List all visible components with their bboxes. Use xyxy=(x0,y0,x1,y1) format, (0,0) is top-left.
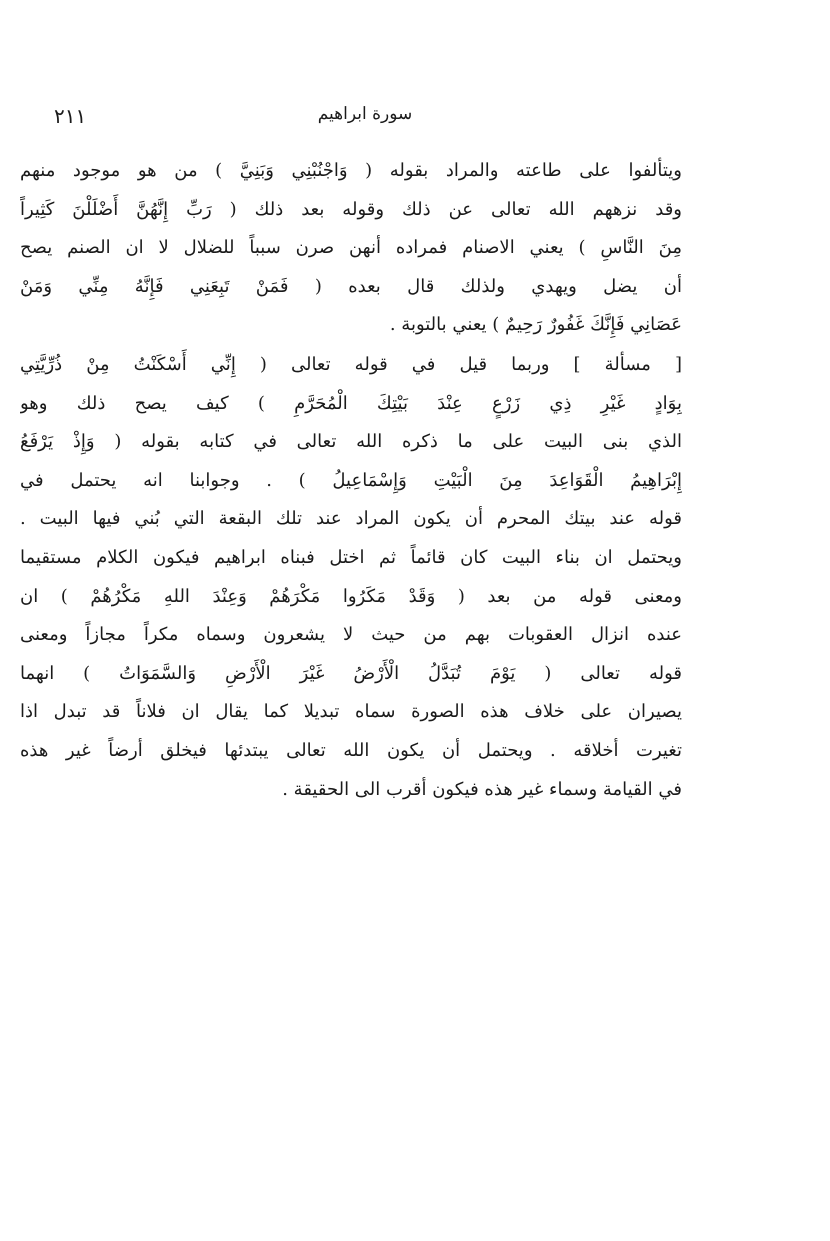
running-title: سورة ابراهيم xyxy=(317,104,413,124)
text-line: قوله عند بيتك المحرم أن يكون المراد عند تلك البقعة التي بُني فيها البيت . xyxy=(20,508,682,530)
text-line: أن يضل ويهدي ولذلك قال بعده ( فَمَنْ تَبِعَنِي فَإِنَّهُ مِنِّي وَمَنْ xyxy=(20,275,682,297)
text-line: ويتألفوا على طاعته والمراد بقوله ( وَاجْنُبْنِي وَبَنِيَّ ) من هو موجود منهم xyxy=(20,160,682,181)
paragraph-2 xyxy=(20,346,682,809)
text-line: عَصَانِي فَإِنَّكَ غَفُورٌ رَحِيمٌ ) يعني بالتوبة . xyxy=(389,314,682,336)
text-line: يصيران على خلاف هذه الصورة سماه تبديلا كما يقال ان فلاناً قد تبدل اذا xyxy=(20,701,682,723)
text-line: وقد نزههم الله تعالى عن ذلك وقوله بعد ذلك ( رَبِّ إِنَّهُنَّ أَضْلَلْنَ كَثِيراً xyxy=(20,198,682,220)
text-line: الذي بنى البيت على ما ذكره الله تعالى في كتابه بقوله ( وَإِذْ يَرْفَعُ xyxy=(20,431,682,453)
page-number: ٢١١ xyxy=(54,104,87,128)
text-line: بِوَادٍ غَيْرِ ذِي زَرْعٍ عِنْدَ بَيْتِكَ الْمُحَرَّمِ ) كيف يصح ذلك وهو xyxy=(20,392,682,414)
text-line: ومعنى قوله من بعد ( وَقَدْ مَكَرُوا مَكْرَهُمْ وَعِنْدَ اللهِ مَكْرُهُمْ ) ان xyxy=(20,585,682,607)
text-line: مِنَ النَّاسِ ) يعني الاصنام فمراده أنهن صرن سبباً للضلال لا ان الصنم يصح xyxy=(20,237,682,259)
page-header xyxy=(40,104,690,130)
text-line: [ مسألة ] وربما قيل في قوله تعالى ( إِنِّي أَسْكَنْتُ مِنْ ذُرِّيَّتِي xyxy=(20,354,682,375)
text-line: قوله تعالى ( يَوْمَ تُبَدَّلُ الْأَرْضُ غَيْرَ الْأَرْضِ وَالسَّمَوَاتُ ) انهما xyxy=(20,662,682,684)
text-line: في القيامة وسماء غير هذه فيكون أقرب الى الحقيقة . xyxy=(282,778,682,800)
text-line: إِبْرَاهِيمُ الْقَوَاعِدَ مِنَ الْبَيْتِ وَإِسْمَاعِيلُ ) . وجوابنا انه يحتمل في xyxy=(20,469,682,491)
text-line: تغيرت أخلاقه . ويحتمل أن يكون الله تعالى يبتدئها فيخلق أرضاً غير هذه xyxy=(20,739,682,761)
paragraph-1 xyxy=(20,152,682,345)
text-line: عنده انزال العقوبات بهم من حيث لا يشعرون وسماه مكراً مجازاً ومعنى xyxy=(20,624,682,646)
text-line: ويحتمل ان بناء البيت كان قائماً ثم اختل فبناه ابراهيم فيكون الكلام مستقيما xyxy=(20,546,682,568)
